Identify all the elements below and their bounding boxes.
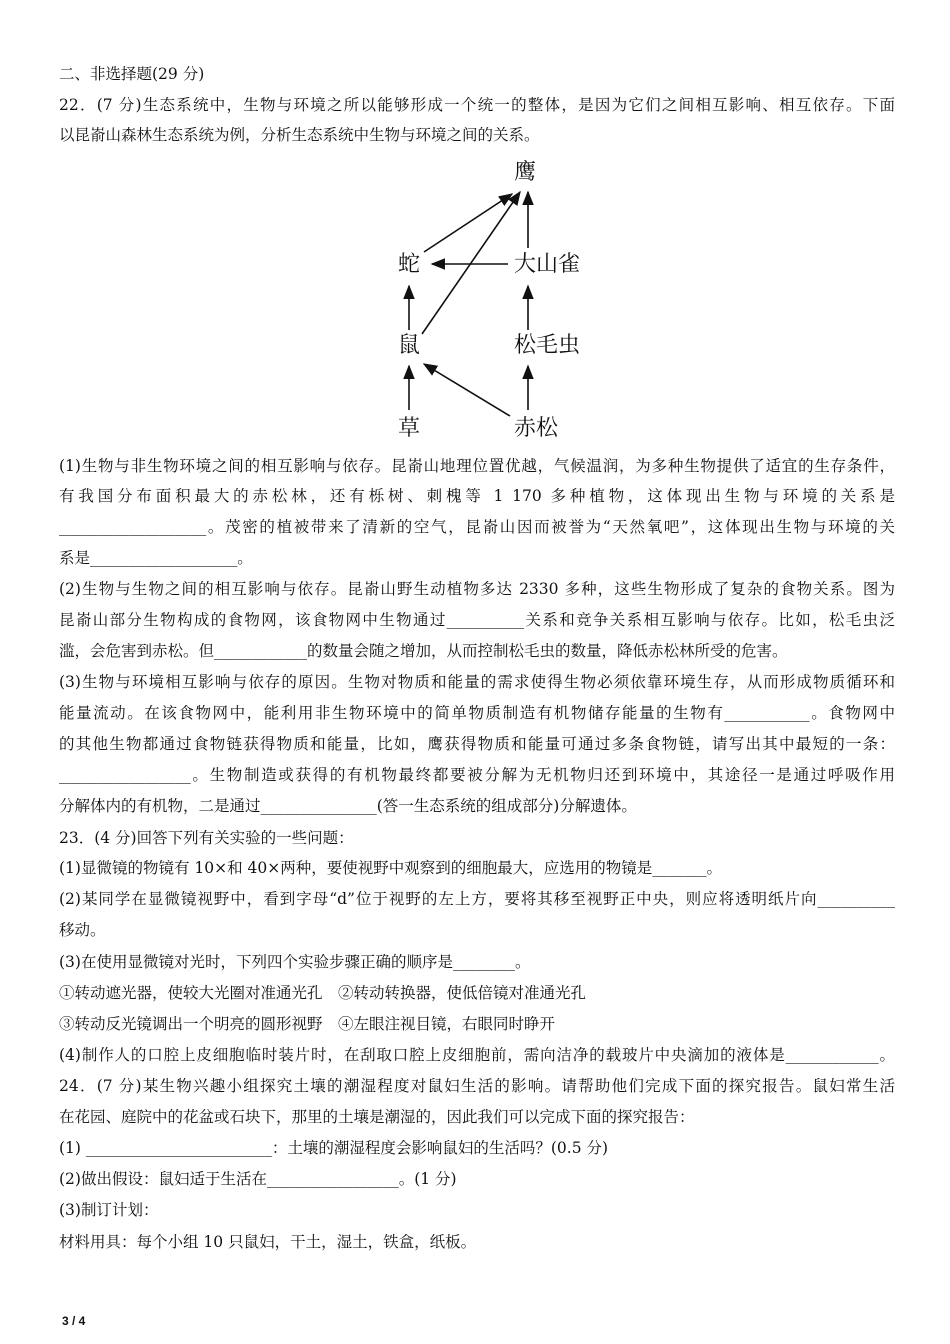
node-caterpillar: 松毛虫 xyxy=(514,333,581,358)
node-pine: 赤松 xyxy=(514,416,559,441)
food-web-arrows xyxy=(380,152,620,452)
q23-part2-line-1: (2)某同学在显微镜视野中，看到字母“d”位于视野的左上方，要将其移至视野正中央，则应将透明纸片向__________ xyxy=(59,890,895,908)
q22-part1-line-4: 系是___________________。 xyxy=(59,549,253,567)
q24-part3: (3)制订计划： xyxy=(59,1201,159,1219)
q24-part2: (2)做出假设：鼠妇适于生活在_________________。(1 分) xyxy=(59,1170,457,1188)
q22-part1-line-2: 有我国分布面积最大的赤松林，还有栎树、刺槐等 1 170 多种植物，这体现出生物与环境的关系是 xyxy=(59,487,895,505)
q23-part3: (3)在使用显微镜对光时，下列四个实验步骤正确的顺序是________。 xyxy=(59,953,531,971)
section-title: 二、非选择题(29 分) xyxy=(59,65,205,83)
q22-part3-line-3: 的其他生物都通过食物链获得物质和能量，比如，鹰获得物质和能量可通过多条食物链，请写出其中最短的一条： xyxy=(59,735,895,753)
page-number: 3 / 4 xyxy=(62,1314,86,1328)
node-eagle: 鹰 xyxy=(514,160,537,185)
node-mouse: 鼠 xyxy=(398,333,421,358)
q22-part1-line-3: ___________________。茂密的植被带来了清新的空气，昆嵛山因而被誉为“天然氧吧”，这体现出生物与环境的关 xyxy=(59,518,895,536)
q22-part2-line-2: 昆嵛山部分生物构成的食物网，该食物网中生物通过__________关系和竞争关系相互影响与依存。比如，松毛虫泛 xyxy=(59,611,895,629)
q22-part3-line-1: (3)生物与环境相互影响与依存的原因。生物对物质和能量的需求使得生物必须依靠环境生存，从而形成物质循环和 xyxy=(59,673,895,691)
food-web-diagram xyxy=(380,152,620,452)
q23-part2-line-2: 移动。 xyxy=(59,921,106,939)
q24-part3-materials: 材料用具：每个小组 10 只鼠妇，干土，湿土，铁盒，纸板。 xyxy=(59,1233,477,1251)
q22-part3-line-5: 分解体内的有机物，二是通过_______________(答一生态系统的组成部分)分解遗体。 xyxy=(59,797,637,815)
q23-options-line-1: ①转动遮光器，使较大光圈对准通光孔 ②转动转换器，使低倍镜对准通光孔 xyxy=(59,984,587,1002)
q23-part1: (1)显微镜的物镜有 10×和 40×两种，要使视野中观察到的细胞最大，应选用的物镜是_______。 xyxy=(59,859,722,877)
q22-intro-line-2: 以昆嵛山森林生态系统为例，分析生态系统中生物与环境之间的关系。 xyxy=(59,126,540,144)
q24-intro-line-2: 在花园、庭院中的花盆或石块下，那里的土壤是潮湿的，因此我们可以完成下面的探究报告： xyxy=(59,1108,695,1126)
q22-part2-line-1: (2)生物与生物之间的相互影响与依存。昆嵛山野生动植物多达 2330 多种，这些生物形成了复杂的食物关系。图为 xyxy=(59,580,895,598)
node-sparrow: 大山雀 xyxy=(514,252,581,277)
q22-intro-line-1: 22．(7 分)生态系统中，生物与环境之所以能够形成一个统一的整体，是因为它们之间相互影响、相互依存。下面 xyxy=(59,96,895,114)
q22-part3-line-2: 能量流动。在该食物网中，能利用非生物环境中的简单物质制造有机物储存能量的生物有___________。食物网中 xyxy=(59,704,895,722)
q23-intro: 23．(4 分)回答下列有关实验的一些问题： xyxy=(59,829,354,847)
arrow-pine-to-mouse xyxy=(424,364,510,416)
q23-options-line-2: ③转动反光镜调出一个明亮的圆形视野 ④左眼注视目镜，右眼同时睁开 xyxy=(59,1015,556,1033)
node-snake: 蛇 xyxy=(398,252,421,277)
q24-intro-line-1: 24．(7 分)某生物兴趣小组探究土壤的潮湿程度对鼠妇生活的影响。请帮助他们完成下面的探究报告。鼠妇常生活 xyxy=(59,1077,895,1095)
q22-part3-line-4: _________________。生物制造或获得的有机物最终都要被分解为无机物归还到环境中，其途径一是通过呼吸作用 xyxy=(59,766,895,784)
q22-part1-line-1: (1)生物与非生物环境之间的相互影响与依存。昆嵛山地理位置优越，气候温润，为多种生物提供了适宜的生存条件， xyxy=(59,457,895,475)
arrow-mouse-to-eagle xyxy=(422,192,520,334)
q24-part1: (1) ________________________：土壤的潮湿程度会影响鼠妇的生活吗？(0.5 分) xyxy=(59,1139,609,1157)
node-grass: 草 xyxy=(398,416,421,441)
q23-part4: (4)制作人的口腔上皮细胞临时装片时，在刮取口腔上皮细胞前，需向洁净的载玻片中央滴加的液体是____________。 xyxy=(59,1046,895,1064)
q22-part2-line-3: 滥，会危害到赤松。但____________的数量会随之增加，从而控制松毛虫的数量，降低赤松林所受的危害。 xyxy=(59,642,788,660)
